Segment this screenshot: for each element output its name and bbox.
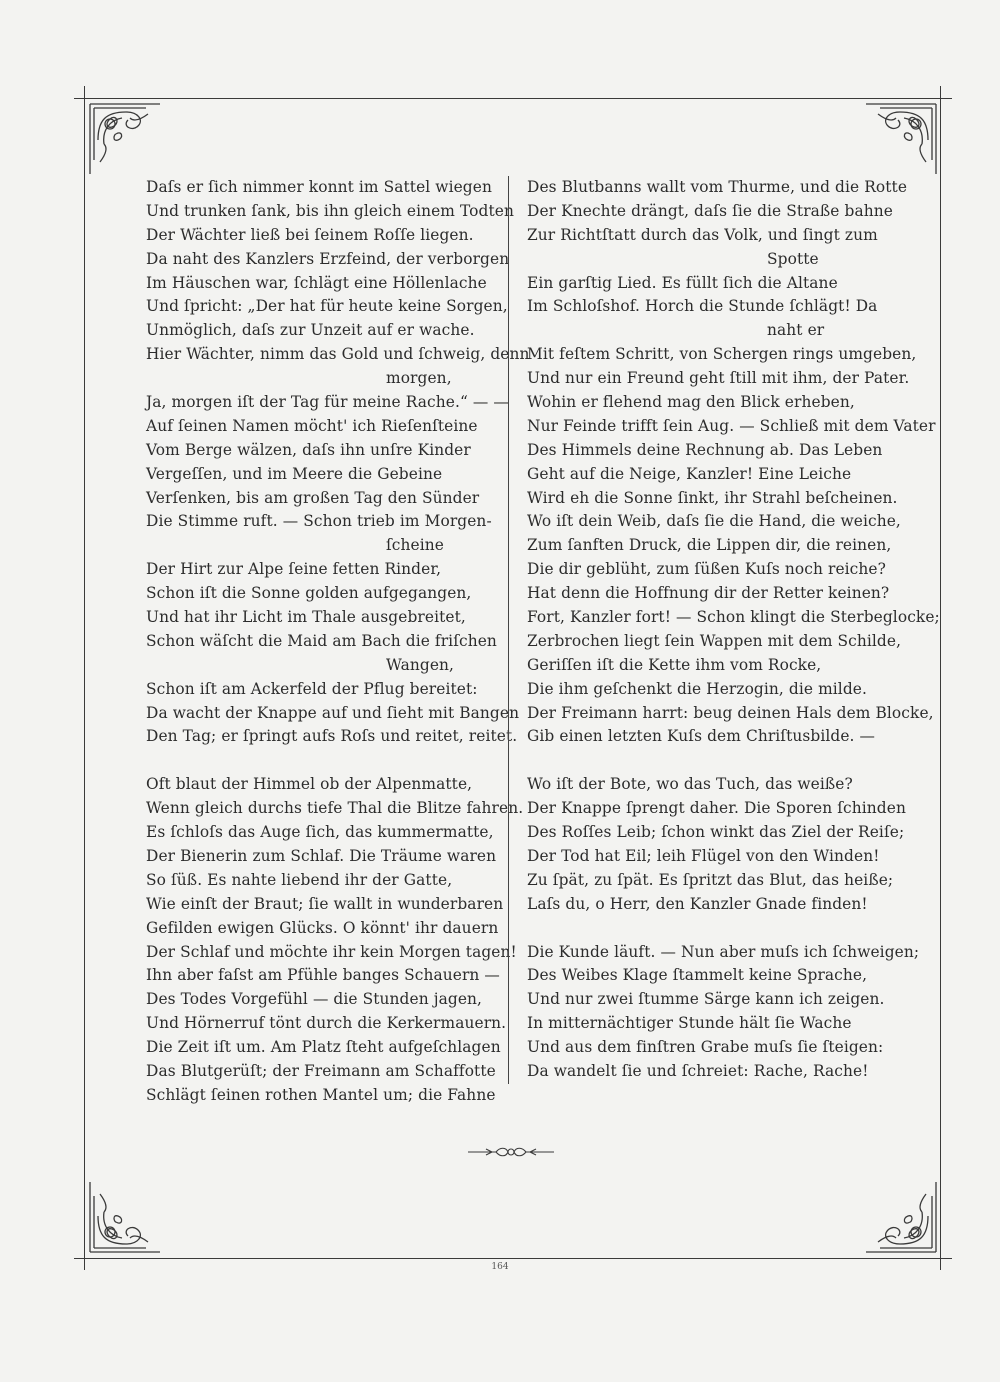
right-text-column	[527, 176, 940, 1084]
verse-line: Wo iſt dein Weib, daſs ſie die Hand, die weiche,	[527, 512, 901, 531]
verse-line: Der Tod hat Eil; leih Flügel von den Winden!	[527, 846, 880, 865]
verse-line: Das Blutgerüſt; der Freimann am Schaffotte	[146, 1061, 496, 1080]
scroll-divider-icon	[466, 1145, 556, 1159]
verse-line: Oft blaut der Himmel ob der Alpenmatte,	[146, 775, 473, 794]
verse-line: Gefilden ewigen Glücks. O könnt' ihr dauern	[146, 918, 499, 937]
verse-line: Vergeſſen, und im Meere die Gebeine	[146, 464, 443, 483]
verse-line: Die dir geblüht, zum ſüßen Kuſs noch reiche?	[527, 560, 886, 579]
corner-ornament-icon	[862, 1178, 940, 1256]
verse-line: Die Zeit iſt um. Am Platz ſteht aufgeſchlagen	[146, 1038, 501, 1057]
verse-line: Den Tag; er ſpringt aufs Roſs und reitet, reitet.	[146, 727, 518, 746]
verse-line: Ein garſtig Lied. Es füllt ſich die Altane	[527, 273, 838, 292]
verse-line: Wohin er flehend mag den Blick erheben,	[527, 393, 855, 412]
verse-line: So ſüß. Es nahte liebend ihr der Gatte,	[146, 870, 453, 889]
corner-ornament-icon	[862, 100, 940, 178]
frame-rule-top	[74, 98, 952, 99]
verse-line-continuation: Wangen,	[386, 655, 455, 674]
verse-line: Fort, Kanzler fort! — Schon klingt die Sterbeglocke;	[527, 608, 940, 627]
verse-line: Und aus dem finſtren Grabe muſs ſie ſteigen:	[527, 1038, 884, 1057]
verse-line-continuation: naht er	[767, 321, 825, 340]
verse-line: Und hat ihr Licht im Thale ausgebreitet,	[146, 608, 466, 627]
verse-line: Wo iſt der Bote, wo das Tuch, das weiße?	[527, 775, 853, 794]
verse-line: Des Blutbanns wallt vom Thurme, und die Rotte	[527, 178, 908, 196]
verse-line: Der Knechte drängt, daſs ſie die Straße bahne	[527, 201, 893, 220]
verse-line: Des Weibes Klage ſtammelt keine Sprache,	[527, 966, 868, 985]
verse-line: Ja, morgen iſt der Tag für meine Rache.“ — —	[146, 393, 509, 412]
frame-rule-right	[940, 86, 941, 1270]
page-number: 164	[491, 1262, 509, 1272]
verse-line: Und ſpricht: „Der hat für heute keine Sorgen,	[146, 297, 508, 316]
stanza-break	[146, 749, 490, 773]
verse-line: Die ihm geſchenkt die Herzogin, die milde.	[527, 679, 867, 698]
verse-line: Schon iſt am Ackerfeld der Pflug bereitet:	[146, 679, 478, 698]
verse-line: Zur Richtſtatt durch das Volk, und ſingt zum	[527, 225, 878, 244]
verse-line: Und nur ein Freund geht ſtill mit ihm, der Pater.	[527, 369, 910, 388]
verse-line: Der Knappe ſprengt daher. Die Sporen ſchinden	[527, 799, 906, 818]
verse-line: Verſenken, bis am großen Tag den Sünder	[146, 488, 480, 507]
verse-line: Zerbrochen liegt ſein Wappen mit dem Schilde,	[527, 631, 902, 650]
verse-line: Daſs er ſich nimmer konnt im Sattel wiegen	[146, 178, 492, 196]
corner-ornament-icon	[86, 1178, 164, 1256]
verse-line: Auf ſeinen Namen möcht' ich Rieſenſteine	[146, 416, 478, 435]
verse-line-continuation: Spotte	[767, 249, 819, 268]
verse-line: Der Schlaf und möchte ihr kein Morgen tagen!	[146, 942, 517, 961]
verse-line: Des Himmels deine Rechnung ab. Das Leben	[527, 440, 883, 459]
stanza-break	[527, 749, 873, 773]
verse-line: Schlägt ſeinen rothen Mantel um; die Fahne	[146, 1085, 496, 1104]
stanza-break	[527, 917, 873, 941]
verse-line: Da wacht der Knappe auf und ſieht mit Bangen	[146, 703, 520, 722]
frame-rule-left	[84, 86, 85, 1270]
verse-line: Nur Feinde trifft ſein Aug. — Schließ mit dem Vater	[527, 416, 936, 435]
verse-line: Da wandelt ſie und ſchreiet: Rache, Rache!	[527, 1061, 869, 1080]
verse-line: Die Stimme ruft. — Schon trieb im Morgen-	[146, 512, 492, 531]
frame-rule-bottom	[74, 1258, 952, 1259]
verse-line-continuation: morgen,	[386, 369, 452, 388]
verse-line: In mitternächtiger Stunde hält ſie Wache	[527, 1014, 852, 1033]
verse-line: Schon wäſcht die Maid am Bach die friſchen	[146, 631, 497, 650]
verse-line: Da naht des Kanzlers Erzfeind, der verborgen	[146, 249, 510, 268]
verse-line: Hier Wächter, nimm das Gold und ſchweig, denn	[146, 345, 530, 364]
verse-line: Ihn aber faſst am Pfühle banges Schauern —	[146, 966, 500, 985]
verse-line-continuation: ſcheine	[386, 536, 444, 555]
verse-line: Unmöglich, daſs zur Unzeit auf er wache.	[146, 321, 475, 340]
verse-line: Die Kunde läuft. — Nun aber muſs ich ſchweigen;	[527, 942, 920, 961]
verse-line: Wenn gleich durchs tiefe Thal die Blitze fahren.	[146, 799, 524, 818]
verse-line: Hat denn die Hoffnung dir der Retter keinen?	[527, 584, 890, 603]
corner-ornament-icon	[86, 100, 164, 178]
verse-line: Zu ſpät, zu ſpät. Es ſpritzt das Blut, das heiße;	[527, 870, 894, 889]
verse-line: Und trunken ſank, bis ihn gleich einem Todten	[146, 201, 514, 220]
verse-line: Wird eh die Sonne ſinkt, ihr Strahl beſcheinen.	[527, 488, 898, 507]
verse-line: Geriſſen iſt die Kette ihm vom Rocke,	[527, 655, 822, 674]
verse-line: Des Todes Vorgefühl — die Stunden jagen,	[146, 990, 483, 1009]
verse-line: Im Häuschen war, ſchlägt eine Höllenlache	[146, 273, 487, 292]
verse-line: Gib einen letzten Kuſs dem Chriſtusbilde. —	[527, 727, 876, 746]
verse-line: Der Wächter ließ bei ſeinem Roſſe liegen.	[146, 225, 474, 244]
left-text-column	[146, 176, 530, 1108]
column-divider	[508, 176, 509, 1084]
verse-line: Laſs du, o Herr, den Kanzler Gnade finden!	[527, 894, 868, 913]
verse-line: Zum ſanften Druck, die Lippen dir, die reinen,	[527, 536, 892, 555]
verse-line: Und Hörnerruf tönt durch die Kerkermauern.	[146, 1014, 507, 1033]
verse-line: Und nur zwei ſtumme Särge kann ich zeigen.	[527, 990, 885, 1009]
verse-line: Des Roſſes Leib; ſchon winkt das Ziel der Reiſe;	[527, 823, 905, 842]
verse-line: Mit feſtem Schritt, von Schergen rings umgeben,	[527, 345, 917, 364]
verse-line: Vom Berge wälzen, daſs ihn unſre Kinder	[146, 440, 471, 459]
verse-line: Der Freimann harrt: beug deinen Hals dem Blocke,	[527, 703, 934, 722]
verse-line: Der Hirt zur Alpe ſeine fetten Rinder,	[146, 560, 442, 579]
verse-line: Schon iſt die Sonne golden aufgegangen,	[146, 584, 472, 603]
verse-line: Der Bienerin zum Schlaf. Die Träume waren	[146, 846, 497, 865]
verse-line: Es ſchloſs das Auge ſich, das kummermatte,	[146, 823, 494, 842]
verse-line: Geht auf die Neige, Kanzler! Eine Leiche	[527, 464, 852, 483]
verse-line: Im Schloſshof. Horch die Stunde ſchlägt! Da	[527, 297, 878, 316]
verse-line: Wie einſt der Braut; ſie wallt in wunderbaren	[146, 894, 504, 913]
